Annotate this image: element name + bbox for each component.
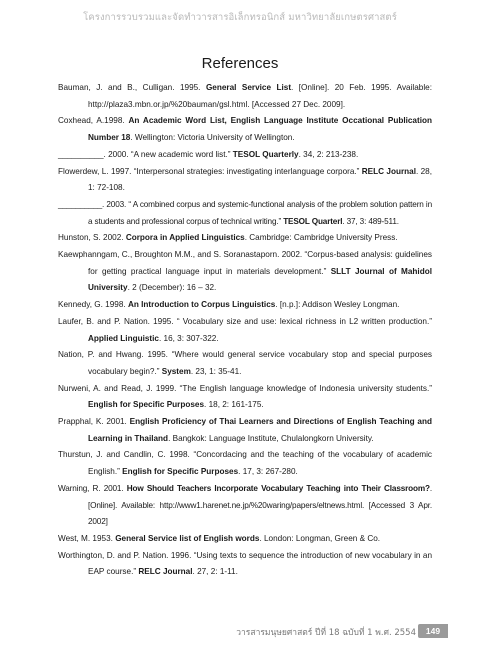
reference-source-title: SLLT Journal of Mahidol University xyxy=(88,266,432,293)
reference-entry xyxy=(58,113,432,146)
reference-text: Warning, R. 2001. xyxy=(58,483,127,493)
reference-text: . [Online]. 20 Feb. 1995. Available: http://plaza3.mbn.or.jp/%20bauman/gsl.html. [Accessed 27 Dec. 2009]. xyxy=(88,83,432,109)
reference-source-title: English for Specific Purposes xyxy=(88,400,205,410)
reference-text: Kennedy, G. 1998. xyxy=(58,300,128,310)
reference-source-title: How Should Teachers Incorporate Vocabulary Teaching into Their Classroom? xyxy=(126,483,430,493)
page-title: References xyxy=(201,55,279,72)
reference-text: Laufer, B. and P. Nation. 1995. “ Vocabulary size and use: lexical richness in L2 written production.” xyxy=(58,316,432,326)
reference-entry xyxy=(58,414,432,447)
reference-entry xyxy=(58,247,432,297)
page-footer xyxy=(0,624,480,640)
reference-text: Bauman, J. and B., Culligan. 1995. xyxy=(58,83,206,92)
running-header: โครงการรวบรวมและจัดทำวารสารอิเล็กทรอนิกส์ มหาวิทยาลัยเกษตรศาสตร์ xyxy=(83,12,397,23)
reference-entry xyxy=(58,197,432,230)
reference-text: Coxhead, A.1998. xyxy=(58,116,129,126)
reference-entry xyxy=(58,147,432,164)
reference-source-title: English Proficiency of Thai Learners and Directions of English Teaching and Learning in Thailand xyxy=(88,417,432,443)
reference-entry xyxy=(58,381,432,414)
reference-source-title: Corpora in Applied Linguistics xyxy=(125,233,245,243)
reference-text: __________. 2003. “ A combined corpus and systemic-functional analysis of the problem solution pattern in a students and professional corpus of technical writing.” xyxy=(58,199,432,226)
reference-text: . 23, 1: 35-41. xyxy=(190,366,242,376)
reference-entry xyxy=(58,447,432,480)
reference-text: . 16, 3: 307-322. xyxy=(158,333,219,343)
reference-entry xyxy=(58,481,432,531)
reference-source-title: RELC Journal xyxy=(361,166,416,176)
reference-entry xyxy=(58,548,432,581)
reference-source-title: Applied Linguistic xyxy=(88,333,159,343)
reference-text: Kaewphanngam, C., Broughton M.M., and S. Soranastaporn. 2002. “Corpus-based analysis: guidelines for getting practical language input in materials development.” xyxy=(58,250,432,276)
reference-entry xyxy=(58,314,432,347)
reference-text: . 27, 2: 1-11. xyxy=(192,567,238,577)
reference-source-title: TESOL Quarterl xyxy=(283,216,343,226)
page-number: 149 xyxy=(418,624,448,638)
reference-text: . 17, 3: 267-280. xyxy=(238,467,298,477)
reference-text: Nation, P. and Hwang. 1995. “Where would general service vocabulary stop and special purposes vocabulary begin?.” xyxy=(58,350,432,376)
reference-source-title: General Service List xyxy=(205,83,292,92)
footer-journal-title: วารสารมนุษยศาสตร์ ปีที่ 18 ฉบับที่ 1 พ.ศ. 2554 xyxy=(236,628,416,638)
reference-text: . [Online]. Available: http://www1.harenet.ne.jp/%20waring/papers/eltnews.html. [Accessed 3 Apr. 2002] xyxy=(88,483,432,527)
reference-text: . Bangkok: Language Institute, Chulalongkorn University. xyxy=(168,433,374,443)
reference-list xyxy=(58,80,432,581)
reference-text: . 28, 1: 72-108. xyxy=(88,166,432,193)
reference-text: Nurweni, A. and Read, J. 1999. “The English language knowledge of Indonesia university students.” xyxy=(58,383,432,393)
reference-text: Hunston, S. 2002. xyxy=(58,233,126,243)
reference-text: . 2 (December): 16 – 32. xyxy=(127,283,217,293)
reference-source-title: RELC Journal xyxy=(138,567,193,577)
reference-text: . London: Longman, Green & Co. xyxy=(259,533,381,543)
reference-source-title: System xyxy=(161,366,191,376)
reference-entry xyxy=(58,80,432,113)
reference-text: . [n.p.]: Addison Wesley Longman. xyxy=(275,300,400,310)
reference-text: . 18, 2: 161-175. xyxy=(204,400,264,410)
reference-text: Prapphal, K. 2001. xyxy=(58,417,130,427)
reference-source-title: An Introduction to Corpus Linguistics xyxy=(127,300,276,310)
reference-text: Thurstun, J. and Candlin, C. 1998. “Concordacing and the teaching of the vocabulary of academic English.” xyxy=(58,450,432,477)
reference-text: __________. 2000. “A new academic word list.” xyxy=(58,149,233,159)
reference-entry xyxy=(58,230,432,247)
reference-entry xyxy=(58,347,432,380)
reference-text: . 37, 3: 489-511. xyxy=(342,216,399,226)
reference-text: West, M. 1953. xyxy=(58,533,116,543)
reference-source-title: TESOL Quarterly xyxy=(232,149,299,159)
reference-source-title: English for Specific Purposes xyxy=(122,467,239,477)
reference-text: . Cambridge: Cambridge University Press. xyxy=(244,233,398,243)
reference-text: . 34, 2: 213-238. xyxy=(298,149,359,159)
reference-entry xyxy=(58,531,432,548)
reference-entry xyxy=(58,297,432,314)
reference-entry xyxy=(58,164,432,197)
reference-text: Flowerdew, L. 1997. “Interpersonal strategies: investigating interlanguage corpora.” xyxy=(58,166,362,176)
reference-source-title: An Academic Word List, English Language Institute Occational Publication Number 18 xyxy=(88,116,432,143)
reference-text: . Wellington: Victoria University of Wellington. xyxy=(130,133,295,143)
reference-text: Worthington, D. and P. Nation. 1996. “Using texts to sequence the introduction of new vocabulary in an EAP course.” xyxy=(58,550,432,577)
reference-source-title: General Service list of English words xyxy=(115,533,260,543)
